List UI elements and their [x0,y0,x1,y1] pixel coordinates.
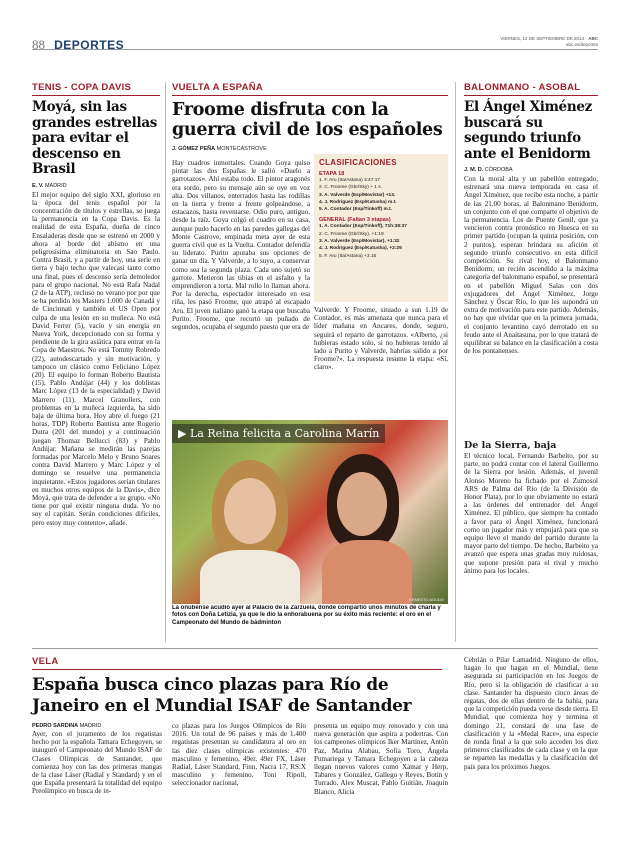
box-title: CLASIFICACIONES [319,158,397,167]
vuelta-byline-author: J. GÓMEZ PEÑA [172,146,216,152]
tenis-headline: Moyá, sin las grandes estrellas para evitar el descenso en Brasil [32,99,158,177]
column-divider [455,82,456,642]
stage-line: 5. A. Contador (Esp/Tinkoff) m.t. [319,207,393,213]
vela-col2: co plazas para los Juegos Olímpicos de Río 2016. Un total de 96 países y más de 1.400 regatistas presentan su candidatura al oro en las diez clases olímpicas existentes: 470 masculino y femenino, 49er, 49er FX, Láser Radial, Láser Standard, Finn, Nacra 17, RS:X masculino y femenino. Toni Ripoll, seleccionador nacional, [172,722,306,788]
vela-article [32,656,452,729]
tenis-byline-author: E. V. [32,182,44,189]
clasificaciones-box [314,154,448,302]
general-line: 4. J. Rodríguez (Esp/Katusha), +2:29 [319,246,402,252]
vela-col3: presenta un equipo muy renovado y con una nueva generación que aspira a podertras. Con los campeones olímpicos Iker Martínez, Antón Paz, Marina Alabau, Sofía Toro, Ángela Pumariega y Tamara Echegoyen a la cabeza llegan nuevos valores como Xamar y Herp, Tabares y González, Gallego y Reyes, Botín y Turrado, Alex Muscat, Pablo Guitián, Joaquín Blanco, Alicia [314,722,448,796]
column-divider [165,82,166,642]
photo-title [172,424,385,443]
vuelta-kicker: VUELTA A ESPAÑA [172,82,448,96]
dress-left [200,550,300,604]
tenis-kicker: TENIS - COPA DAVIS [32,82,160,96]
balonmano-subhead: De la Sierra, baja [464,440,557,451]
vela-kicker: VELA [32,656,442,670]
header-brand: ABC [588,36,598,41]
photo-credit: ERNESTO AGUDO [409,597,444,602]
reina-photo [172,420,448,604]
balonmano-byline-place: CÓRDOBA [484,167,513,173]
dress-right [322,540,412,604]
tenis-article [32,82,160,649]
balonmano-byline [464,167,598,173]
general-line: 2. C. Froome (Gbr/Sky), +1:19 [319,231,384,237]
vuelta-byline-place: MONTECASTROVE [216,146,267,152]
tenis-byline [32,183,160,189]
box-general-title: GENERAL (Faltan 3 etapas) [319,217,391,224]
general-line: 1. A. Contador (Esp/Tinkoff), 71h:38:37 [319,224,407,230]
play-icon: ▶ [178,427,190,440]
tenis-body: El mejor equipo del siglo XXI, glorioso en la época del tenis español por la concentración de títulos y estrellas, se juega la permanencia en la Copa Davis. Es la realidad de esta España, dueña de cinco Ensaladeras desde que se estrenó en 2000 y ahora al borde del abismo en una peligrosísima eliminatoria en Sao Paulo. Contra Brasil, y a partir de hoy, una serie en tierra y bajo techo que valecasi tanto como una final, pues el descenso sería demoledor para el grupo nacional. No está Rafa Nadal (2 de la ATP), recluso no verano por por que se ha perdido los Masters 1.000 de Canadá y de Cincinnati y también el US Open por culpa de una lesión en su muñeca. No está David Ferrer (5), vacío y sin energía en Nueva York, decepcionado con su forma y pendiente de la gira asiática para entrar en la Copa de Maestros. No está Tommy Robredo (22), autodescartado y sin motivación, y tampoco un clásico como Feliciano López (20). El equipo lo forman Roberto Bautista (15), Pablo Andújar (44) y los doblistas Marc López (13 de la especialidad) y David Marrero (11). Marcel Granollers, con problemas en la muñeca izquierda, ha sido baja de última hora. Hoy abre el fuego (21 horas, TDP) Roberto Bautista ante Rogerio Dutra (201 del mundo) y a continuación juegan Thomaz Bellucci (83) y Pablo Andújar. Mañana se medirán las parejas formadas por Marcelo Melo y Bruno Soares contra David Marrero y Marc López y el domingo se resuelve una permanencia inquietante. «Estos jugadores serían titulares en muchos otros equipos de la Davis», dice Moyá, que trata de defender a su grupo. «No tiene por qué existir ninguna duda. Yo no soy el capitán. Serán condiciones difíciles, pero estoy muy contento», añade. [32,190,160,527]
vuelta-byline [172,146,448,152]
balonmano-kicker: BALONMANO - ASOBAL [464,82,598,96]
page-number: 88 [32,37,45,52]
vuelta-body-col2: Valverde. Y Froome, situado a sun 1.19 de Contador, es más amenaza que nunca para el líder mañana en Ancares, donde, seguro, seguirá el reparto de garrotazos. «Alberto, ¿si hubieras estado solo, si no hubieras tenido al lado a Purito y Valverde, habrías salido a por Froome?». La respuesta resume la etapa: «Sí, claro». [314,306,448,372]
vela-byline-author: PEDRO SARDINA [32,723,79,729]
vela-col4: Cebrián o Pilar Lamadrid. Ninguno de ellos, hagan lo que hagan en el Mundial, tiene asegurada su participación en los Juegos de Río, pero sí la obligación de clasificar a su clase. Santander ha dispuesto cinco áreas de regatas, dos de ellas dentro de la bahía, para que la competición pueda verse desde tierra. El Mundial, que comienza hoy y termina el domingo 21, constará de una fase de clasificación y la «Medal Race», una especie de ronda final a la que solo acceden los diez primeros clasificados de cada clase y en la que se reparten las medallas y la clasificación del país para los próximos Juegos. [464,656,598,771]
general-line: 5. F. Aru (Ita/Astana) +3.15 [319,253,377,259]
stage-line: 4. J. Rodríguez (Esp/Katusha) m.t. [319,199,397,205]
header-web: abc.es/deportes [565,41,598,47]
vela-headline: España busca cinco plazas para Río de Janeiro en el Mundial ISAF de Santander [32,675,412,716]
photo-title-text: La Reina felicita a Carolina Marín [189,427,380,440]
box-stage-title: ETAPA 18 [319,171,345,177]
stage-line: 3. A. Valverde (Esp/Movistar) +13. [319,192,396,198]
vuelta-article [172,82,448,152]
balonmano-body1: Con la moral alta y un pabellón entregado, estrenará una nueva temporada en casa el Ángel Ximénez, que recibe esta noche, a partir de las 21.00 horas, al Balonmano Benidorm, un conjunto con el que comparte el objetivo de la permanencia. Los de Puente Genil, que ya vencieron contra pronóstico en Huesca en su primer partido (ocupan la quinta posición, con 2 puntos), esperan brindara su afición el segundo triunfo consecutivo en esta difícil competición. Su rival hoy, el Balonmano Benidorm, un recién ascendido a la máxima categoría del balonmano español, se presentará en el pabellón Miguel Salas con dos exjugadores del Ángel Ximénez, Jorge Sánchez y Óscar Río, lo que les supondrá un extra de motivación para este partido. Además, no hay que olvidar que en la primera jornada, el conjunto levantino cayó derrotado en su feudo ante el Anaitasuna, por lo que tratará de equilibrar su balance en la clasificación a costa de los pontanenses. [464,175,598,356]
stage-line: 2. C. Froome (Gbr/Sky) + 1 s. [319,185,383,191]
face-left [224,478,276,544]
general-line: 3. A. Valverde (Esp/Movistar), +1:32 [319,239,400,245]
vuelta-headline: Froome disfruta con la guerra civil de los españoles [172,100,443,140]
section-divider [32,648,598,649]
vela-byline-place: MADRID [79,723,102,729]
balonmano-article [464,82,598,632]
section-title: DEPORTES [54,38,125,52]
vela-col1: Ayer, con el juramento de los regatistas hecho por la española Tamara Echegoyen, se inauguró el Campeonato del Mundo ISAF de Clases Olímpicas de Santander, que comienza hoy con las dos primeras mangas de la clase Láser (Radial y Standard) y en el que España presentará la totalidad del equipo Preolímpico en busca de in- [32,730,162,796]
header-meta [500,36,598,47]
balonmano-byline-author: J. M. D. [464,167,484,173]
balonmano-headline: El Ángel Ximénez buscará su segundo triunfo ante el Benidorm [464,99,593,162]
photo-caption: La onubense acudió ayer al Palacio de la Zarzuela, donde compartió unos minutos de charla y fotos con Doña Letizia, ya que le dio la enhorabuena por su éxito más reciente: el oro en el Campeonato del Mundo de bádminton [172,605,441,626]
balonmano-body2: El técnico local, Fernando Barbeito, por su parte, no podrá contar con el lateral Guillermo de la Sierra por lesión. Además, el juvenil Alonso Moreno ha fichado por el Zumosol ARS de Palma del Río (de la División de Honor Plata), por lo que obviamente no estará a las órdenes del entrenador del Ángel Ximénez. El público, que siempre ha contado a favor para el Ángel Ximénez, funcionará como un jugador más y empujará para que su equipo lleve el mando del partido durante la mayor parte del tiempo. De hecho, Barbeito ya avanzó que espera unas gradas muy ruidosas, que supone presión para el rival y mucho ánimo para los locales. [464,452,598,575]
header-date: VIERNES, 12 DE SEPTIEMBRE DE 2014 [500,36,584,41]
vuelta-body-col1: Hay cuadros inmortales. Cuando Goya quiso pintar las dos Españas le salió «Duelo a garrotazos». Ahí estaba todo. El pintor aragonés era sordo, pero su mensaje aún se oye en voz alta. Dos villanos, enterrados hasta las rodillas en la tierra y frente a frente golpeándose, a estacazos, hasta reventarse. Odio puro, antiguo, desde la raíz. Goya colgó el cuadro en su casa, aunque pudo hacerlo en las paredes gallegas del Monte Castrove, empinada meta ayer de esta guerra civil que es la Vuelta. Contador defendía su liderato. Purito apuraba sus opciones de ganar un día. Y Valverde, a lo suyo, a conservar como sea la segunda plaza. Cada uno sujetó su garrote. Metieron las tibias en el asfalto y la emprendieron a torta. Mal rollo lo llaman ahora. Por la derecha, espectador interesado en esa riña, les pasó Froome, que atrapó al escapado Aru. El joven italiano ganó la etapa que buscaba Purito. Froome, que recortó un puñado de segundos, ocupaba el segundo puesto que era de [172,159,310,332]
page-header [32,34,598,50]
tenis-byline-place: MADRID [44,182,67,189]
face-right [337,472,387,536]
stage-line: 1. F. Aru (Ita/Astana) 3:47:17 [319,178,381,183]
